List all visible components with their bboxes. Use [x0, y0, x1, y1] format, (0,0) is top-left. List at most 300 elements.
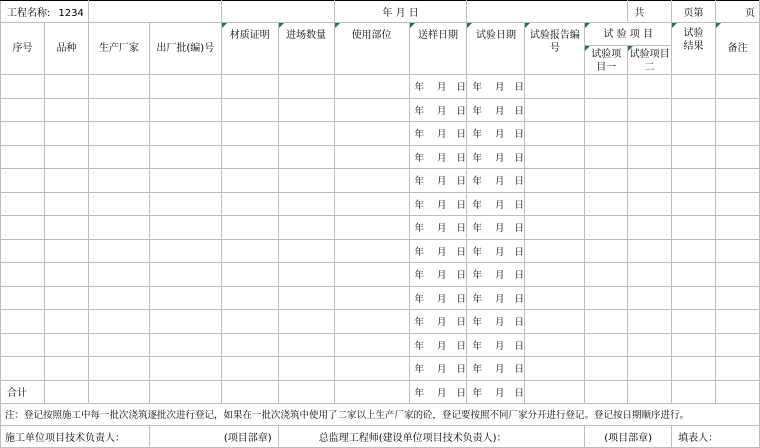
- cell[interactable]: [149, 145, 221, 169]
- cell[interactable]: [525, 216, 585, 240]
- day-label: 日: [514, 246, 525, 258]
- cell[interactable]: [525, 380, 585, 403]
- test-date-cell[interactable]: [467, 286, 525, 310]
- header-test-date: 试验日期: [467, 23, 525, 75]
- month-label: 月: [495, 364, 505, 376]
- day-label: 日: [514, 105, 525, 117]
- cell[interactable]: [1, 239, 45, 263]
- cell[interactable]: [628, 357, 672, 381]
- header-row-1: [1, 23, 760, 46]
- day-label: 日: [456, 199, 467, 211]
- header-test-items: 试 验 项 目: [585, 23, 672, 46]
- month-label: 月: [495, 340, 505, 352]
- cell[interactable]: [221, 357, 278, 381]
- cell[interactable]: [716, 310, 760, 334]
- cell[interactable]: [585, 122, 628, 146]
- day-label: 日: [456, 364, 467, 376]
- page-suffix: 页: [716, 1, 760, 23]
- cell[interactable]: [221, 145, 278, 169]
- year-label: 年: [414, 105, 425, 117]
- cell[interactable]: [334, 169, 409, 193]
- cell[interactable]: [1, 216, 45, 240]
- send-date-cell[interactable]: [409, 216, 467, 240]
- cell[interactable]: [334, 333, 409, 357]
- cell[interactable]: [88, 263, 149, 287]
- cell[interactable]: [334, 216, 409, 240]
- day-label: 日: [456, 270, 467, 282]
- year-label: 年: [472, 129, 482, 141]
- cell[interactable]: [716, 380, 760, 403]
- cell[interactable]: [88, 333, 149, 357]
- cell[interactable]: [628, 263, 672, 287]
- month-label: 月: [495, 246, 505, 258]
- project-value[interactable]: 1234: [58, 8, 84, 19]
- cell[interactable]: [88, 75, 149, 99]
- cell[interactable]: [585, 286, 628, 310]
- title-row: [1, 1, 760, 23]
- table-row: [1, 122, 760, 146]
- year-label: 年: [414, 152, 425, 164]
- test-date-cell[interactable]: [467, 357, 525, 381]
- cell[interactable]: [1, 310, 45, 334]
- blank-cell: [88, 1, 221, 23]
- cell[interactable]: [334, 122, 409, 146]
- cell[interactable]: [1, 122, 45, 146]
- cell[interactable]: [278, 122, 334, 146]
- cell[interactable]: [525, 263, 585, 287]
- cell[interactable]: [278, 145, 334, 169]
- table-row: [1, 263, 760, 287]
- cell[interactable]: [672, 239, 716, 263]
- day-label: 日: [456, 317, 467, 329]
- test-date-cell[interactable]: [467, 98, 525, 122]
- cell[interactable]: [716, 192, 760, 216]
- cell[interactable]: [149, 263, 221, 287]
- cell[interactable]: [88, 286, 149, 310]
- cell[interactable]: [628, 122, 672, 146]
- cell[interactable]: [88, 122, 149, 146]
- test-date-cell[interactable]: [467, 122, 525, 146]
- cell[interactable]: [525, 192, 585, 216]
- cell[interactable]: [585, 357, 628, 381]
- send-date-cell[interactable]: [409, 357, 467, 381]
- cell[interactable]: [44, 310, 88, 334]
- header-test-result: 试验结果: [672, 23, 716, 75]
- cell[interactable]: [149, 333, 221, 357]
- cell[interactable]: [585, 380, 628, 403]
- cell[interactable]: [585, 333, 628, 357]
- test-date-cell[interactable]: [467, 192, 525, 216]
- cell[interactable]: [525, 310, 585, 334]
- header-send-date: 送样日期: [409, 23, 467, 75]
- send-date-cell[interactable]: [409, 145, 467, 169]
- month-label: 月: [495, 270, 505, 282]
- filler-label: 填表人：: [672, 425, 760, 447]
- cell[interactable]: [672, 286, 716, 310]
- test-date-cell[interactable]: [467, 380, 525, 403]
- month-label: 月: [437, 317, 447, 329]
- year-label: 年: [472, 82, 482, 94]
- cell[interactable]: [525, 122, 585, 146]
- cell[interactable]: [585, 75, 628, 99]
- day-label: 日: [456, 340, 467, 352]
- cell[interactable]: [672, 380, 716, 403]
- day-label: 日: [456, 152, 467, 164]
- cell[interactable]: [44, 192, 88, 216]
- send-date-cell[interactable]: [409, 75, 467, 99]
- table-row: [1, 239, 760, 263]
- year-label: 年: [472, 317, 482, 329]
- cell[interactable]: [278, 286, 334, 310]
- cell[interactable]: [221, 98, 278, 122]
- cell[interactable]: [44, 239, 88, 263]
- cell[interactable]: [278, 169, 334, 193]
- cell[interactable]: [716, 98, 760, 122]
- test-date-cell[interactable]: [467, 145, 525, 169]
- month-label: 月: [437, 387, 447, 399]
- cell[interactable]: [44, 216, 88, 240]
- cell[interactable]: [334, 145, 409, 169]
- cell[interactable]: [1, 75, 45, 99]
- month-label: 月: [495, 293, 505, 305]
- cell[interactable]: [672, 357, 716, 381]
- month-label: 月: [495, 317, 505, 329]
- cell[interactable]: [1, 98, 45, 122]
- month-label: 月: [495, 387, 505, 399]
- day-label: 日: [514, 152, 525, 164]
- day-label: 日: [456, 293, 467, 305]
- year-label: 年: [472, 340, 482, 352]
- cell[interactable]: [334, 98, 409, 122]
- cell[interactable]: [278, 333, 334, 357]
- cell[interactable]: [525, 169, 585, 193]
- cell[interactable]: [585, 216, 628, 240]
- cell[interactable]: [278, 98, 334, 122]
- cell[interactable]: [525, 98, 585, 122]
- send-date-cell[interactable]: [409, 122, 467, 146]
- cell[interactable]: [149, 216, 221, 240]
- cell[interactable]: [44, 122, 88, 146]
- day-label: 日: [456, 223, 467, 235]
- cell[interactable]: [585, 239, 628, 263]
- cell[interactable]: [628, 333, 672, 357]
- cell[interactable]: [278, 380, 334, 403]
- year-label: 年: [472, 176, 482, 188]
- send-date-cell[interactable]: [409, 310, 467, 334]
- day-label: 日: [514, 340, 525, 352]
- cell[interactable]: [628, 75, 672, 99]
- header-usage: 使用部位: [334, 23, 409, 75]
- total-row: [1, 380, 760, 403]
- cell[interactable]: [149, 380, 221, 403]
- cell[interactable]: [628, 145, 672, 169]
- cell[interactable]: [221, 333, 278, 357]
- cell[interactable]: [221, 122, 278, 146]
- cell[interactable]: [1, 145, 45, 169]
- cell[interactable]: [334, 239, 409, 263]
- day-label: 日: [456, 82, 467, 94]
- cell[interactable]: [44, 263, 88, 287]
- cell[interactable]: [1, 357, 45, 381]
- cell[interactable]: [585, 145, 628, 169]
- month-label: 月: [495, 82, 505, 94]
- test-date-cell[interactable]: [467, 333, 525, 357]
- send-date-cell[interactable]: [409, 286, 467, 310]
- cell[interactable]: [628, 216, 672, 240]
- cell[interactable]: [44, 145, 88, 169]
- cell[interactable]: [672, 192, 716, 216]
- send-date-cell[interactable]: [409, 192, 467, 216]
- cell[interactable]: [44, 98, 88, 122]
- cell[interactable]: [149, 98, 221, 122]
- cell[interactable]: [88, 216, 149, 240]
- day-label: 日: [456, 105, 467, 117]
- cell[interactable]: [149, 310, 221, 334]
- cell[interactable]: [221, 380, 278, 403]
- day-label: 日: [514, 129, 525, 141]
- cell[interactable]: [672, 169, 716, 193]
- month-label: 月: [437, 176, 447, 188]
- cell[interactable]: [716, 169, 760, 193]
- table-row: [1, 286, 760, 310]
- year-label: 年: [414, 129, 425, 141]
- test-date-cell[interactable]: [467, 169, 525, 193]
- year-label: 年: [472, 152, 482, 164]
- year-label: 年: [414, 223, 425, 235]
- cell[interactable]: [334, 263, 409, 287]
- year-label: 年: [472, 199, 482, 211]
- cell[interactable]: [672, 122, 716, 146]
- cell[interactable]: [44, 169, 88, 193]
- cell[interactable]: [278, 263, 334, 287]
- cell[interactable]: [716, 75, 760, 99]
- cell[interactable]: [716, 333, 760, 357]
- project-label-text: 工程名称:: [7, 8, 51, 19]
- year-label: 年: [472, 105, 482, 117]
- cell[interactable]: [628, 286, 672, 310]
- cell[interactable]: [44, 357, 88, 381]
- cell[interactable]: [221, 216, 278, 240]
- cell[interactable]: [278, 192, 334, 216]
- cell[interactable]: [525, 239, 585, 263]
- year-label: 年: [414, 176, 425, 188]
- cell[interactable]: [88, 98, 149, 122]
- cell[interactable]: [672, 75, 716, 99]
- date-line: 年 月 日: [334, 1, 467, 23]
- month-label: 月: [437, 293, 447, 305]
- cell[interactable]: [628, 239, 672, 263]
- cell[interactable]: [525, 75, 585, 99]
- table-row: [1, 192, 760, 216]
- cell[interactable]: [221, 310, 278, 334]
- cell[interactable]: [585, 169, 628, 193]
- cell[interactable]: [44, 286, 88, 310]
- test-date-cell[interactable]: [467, 263, 525, 287]
- year-label: 年: [414, 317, 425, 329]
- header-quantity: 进场数量: [278, 23, 334, 75]
- day-label: 日: [514, 199, 525, 211]
- year-label: 年: [414, 340, 425, 352]
- month-label: 月: [495, 105, 505, 117]
- cell[interactable]: [672, 333, 716, 357]
- day-label: 日: [514, 176, 525, 188]
- cell[interactable]: [628, 380, 672, 403]
- cell[interactable]: [149, 357, 221, 381]
- cell[interactable]: [716, 145, 760, 169]
- cell[interactable]: [221, 263, 278, 287]
- month-label: 月: [437, 340, 447, 352]
- table-row: [1, 310, 760, 334]
- cell[interactable]: [1, 333, 45, 357]
- total-label: 合计: [1, 380, 45, 403]
- year-label: 年: [472, 246, 482, 258]
- test-date-cell[interactable]: [467, 239, 525, 263]
- cell[interactable]: [585, 192, 628, 216]
- test-date-cell[interactable]: [467, 75, 525, 99]
- month-label: 月: [495, 129, 505, 141]
- cell[interactable]: [628, 192, 672, 216]
- cell[interactable]: [334, 192, 409, 216]
- cell[interactable]: [334, 75, 409, 99]
- cell[interactable]: [149, 192, 221, 216]
- cell[interactable]: [1, 263, 45, 287]
- cell[interactable]: [278, 310, 334, 334]
- cell[interactable]: [672, 145, 716, 169]
- cell[interactable]: [44, 75, 88, 99]
- day-label: 日: [514, 293, 525, 305]
- blank-cell: [221, 1, 334, 23]
- cell[interactable]: [672, 216, 716, 240]
- cell[interactable]: [44, 380, 88, 403]
- cell[interactable]: [716, 239, 760, 263]
- month-label: 月: [495, 223, 505, 235]
- year-label: 年: [414, 199, 425, 211]
- year-label: 年: [414, 364, 425, 376]
- cell[interactable]: [1, 192, 45, 216]
- month-label: 月: [437, 105, 447, 117]
- cell[interactable]: [221, 169, 278, 193]
- cell[interactable]: [149, 122, 221, 146]
- table-row: [1, 98, 760, 122]
- send-date-cell[interactable]: [409, 239, 467, 263]
- send-date-cell[interactable]: [409, 169, 467, 193]
- table-row: [1, 75, 760, 99]
- cell[interactable]: [525, 286, 585, 310]
- cell[interactable]: [672, 263, 716, 287]
- month-label: 月: [437, 223, 447, 235]
- cell[interactable]: [88, 357, 149, 381]
- header-batch: 出厂批(编)号: [149, 23, 221, 75]
- cell[interactable]: [278, 239, 334, 263]
- note-row: [1, 403, 760, 425]
- tech-lead-label: 施工单位项目技术负责人：: [1, 425, 150, 447]
- send-date-cell[interactable]: [409, 380, 467, 403]
- total-pages-label: 共: [628, 1, 672, 23]
- cell[interactable]: [44, 333, 88, 357]
- cell[interactable]: [334, 286, 409, 310]
- cell[interactable]: [628, 310, 672, 334]
- cell[interactable]: [585, 263, 628, 287]
- cell[interactable]: [88, 145, 149, 169]
- cell[interactable]: [716, 122, 760, 146]
- cell[interactable]: [278, 216, 334, 240]
- cell[interactable]: [716, 263, 760, 287]
- month-label: 月: [437, 152, 447, 164]
- header-test-item-1: 试验项目一: [585, 46, 628, 75]
- cell[interactable]: [585, 310, 628, 334]
- header-test-item-2: 试验项目二: [628, 46, 672, 75]
- send-date-cell[interactable]: [409, 333, 467, 357]
- month-label: 月: [495, 176, 505, 188]
- year-label: 年: [472, 293, 482, 305]
- cell[interactable]: [716, 357, 760, 381]
- cell[interactable]: [628, 169, 672, 193]
- cell[interactable]: [149, 239, 221, 263]
- cell[interactable]: [525, 333, 585, 357]
- cell[interactable]: [88, 310, 149, 334]
- cell[interactable]: [149, 75, 221, 99]
- test-date-cell[interactable]: [467, 216, 525, 240]
- year-label: 年: [472, 387, 482, 399]
- year-label: 年: [472, 270, 482, 282]
- year-label: 年: [414, 270, 425, 282]
- day-label: 日: [456, 176, 467, 188]
- blank-cell: [467, 1, 628, 23]
- cell[interactable]: [672, 98, 716, 122]
- day-label: 日: [456, 387, 467, 399]
- send-date-cell[interactable]: [409, 263, 467, 287]
- cell[interactable]: [716, 216, 760, 240]
- cell[interactable]: [149, 169, 221, 193]
- cell[interactable]: [716, 286, 760, 310]
- note-text: 注：登记按照施工中每一批次浇筑逐批次进行登记，如果在一批次浇筑中使用了二家以上生产厂家的砼，登记要按照不同厂家分开进行登记。登记按日期顺序进行。: [1, 403, 760, 425]
- cell[interactable]: [334, 357, 409, 381]
- cell[interactable]: [278, 75, 334, 99]
- cell[interactable]: [1, 286, 45, 310]
- cell[interactable]: [221, 286, 278, 310]
- year-label: 年: [414, 293, 425, 305]
- cell[interactable]: [88, 380, 149, 403]
- header-variety: 品种: [44, 23, 88, 75]
- year-label: 年: [472, 364, 482, 376]
- cell[interactable]: [278, 357, 334, 381]
- cell[interactable]: [88, 169, 149, 193]
- cell[interactable]: [525, 357, 585, 381]
- test-date-cell[interactable]: [467, 310, 525, 334]
- month-label: 月: [437, 270, 447, 282]
- month-label: 月: [495, 152, 505, 164]
- cell[interactable]: [221, 75, 278, 99]
- cell[interactable]: [88, 239, 149, 263]
- cell[interactable]: [628, 98, 672, 122]
- cell[interactable]: [585, 98, 628, 122]
- year-label: 年: [472, 223, 482, 235]
- cell[interactable]: [88, 192, 149, 216]
- send-date-cell[interactable]: [409, 98, 467, 122]
- cell[interactable]: [221, 239, 278, 263]
- cell[interactable]: [334, 380, 409, 403]
- cell[interactable]: [525, 145, 585, 169]
- cell[interactable]: [672, 310, 716, 334]
- chief-supervisor-label: 总监理工程师(建设单位项目技术负责人)：: [278, 425, 585, 447]
- cell[interactable]: [334, 310, 409, 334]
- table-row: [1, 145, 760, 169]
- cell[interactable]: [149, 286, 221, 310]
- cell[interactable]: [221, 192, 278, 216]
- day-label: 日: [514, 82, 525, 94]
- cell[interactable]: [1, 169, 45, 193]
- stamp-2: (项目部章): [585, 425, 672, 447]
